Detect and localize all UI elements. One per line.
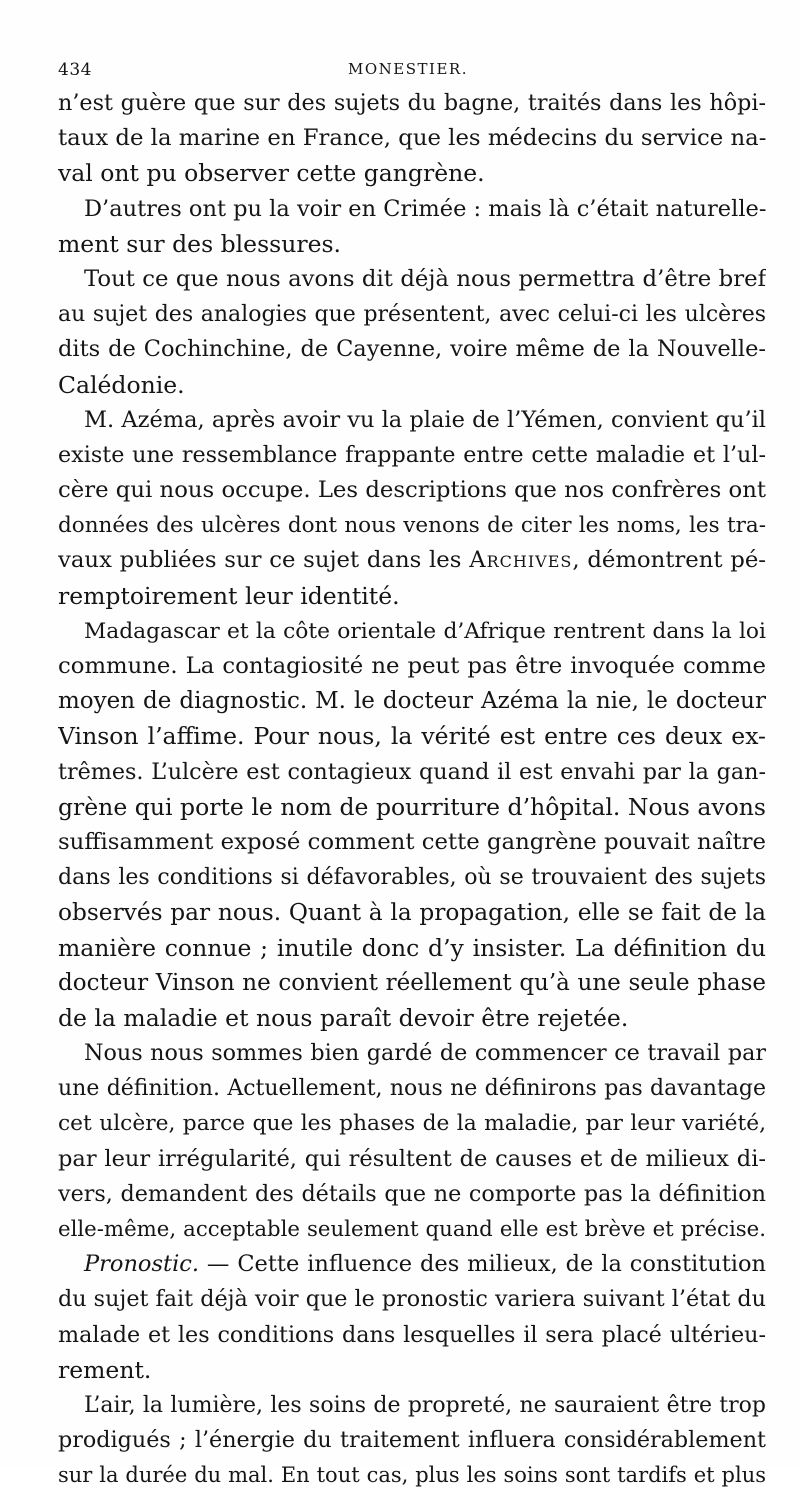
text-line [58,227,766,262]
line-text: Nous nous sommes bien gardé de commencer ce travail par [84,1040,766,1067]
text-line [58,1353,766,1388]
text-line [58,368,766,403]
text-line [58,1212,766,1247]
line-text: trêmes. L’ulcère est contagieux quand il est envahi par la gan- [58,758,766,785]
text-line [58,1388,766,1423]
text-line [58,543,766,578]
line-text: docteur Vinson ne convient réellement qu’à une seule phase [58,969,766,996]
line-text: vers, demandent des détails que ne comporte pas la définition [58,1180,766,1207]
line-text: ment sur des blessures. [58,229,342,258]
text-line [58,1071,766,1106]
line-text: taux de la marine en France, que les médecins du service na- [58,125,766,152]
text-line [58,508,766,543]
line-text: grène qui porte le nom de pourriture d’hôpital. Nous avons [58,792,766,821]
line-text: D’autres ont pu la voir en Crimée : mais là c’était naturelle- [84,195,766,222]
text-line [58,1177,766,1212]
line-text: dans les conditions si défavorables, où se trouvaient des sujets [58,865,766,891]
line-text: Vinson l’affime. Pour nous, la vérité est entre ces deux ex- [58,722,766,751]
text-line [58,966,766,1001]
small-caps-text: Archives [469,547,573,574]
text-line [58,1001,766,1036]
line-text: moyen de diagnostic. M. le docteur Azéma la nie, le docteur [58,688,766,715]
text-line [58,895,766,930]
line-text: M. Azéma, après avoir vu la plaie de l’Yémen, convient qu’il [84,406,766,433]
text-line [58,1036,766,1071]
line-text: n’est guère que sur des sujets du bagne, traités dans les hôpi- [58,90,766,116]
text-line [58,332,766,367]
line-text: — Cette influence des milieux, de la constitution [199,1251,766,1278]
text-line [58,825,766,860]
text-line [58,649,766,684]
text-line [58,1106,766,1141]
text-line [58,297,766,332]
section-heading: Pronostic. [84,1251,200,1278]
text-line [58,473,766,508]
text-line [58,1318,766,1353]
line-text: sur la durée du mal. En tout cas, plus les soins sont tardifs et plus [58,1463,766,1488]
text-line [58,262,766,297]
text-line [58,1423,766,1458]
line-text: existe une ressemblance frappante entre cette maladie et l’ul- [58,441,766,468]
running-title: MONESTIER. [348,60,468,78]
line-text: cère qui nous occupe. Les descriptions que nos confrères ont [58,477,766,504]
text-line [58,1282,766,1317]
line-text: dits de Cochinchine, de Cayenne, voire même de la Nouvelle- [58,336,766,363]
running-head [58,60,758,86]
text-line [58,755,766,790]
line-text: val ont pu observer cette gangrène. [58,159,485,188]
text-line [58,156,766,191]
line-text-tail: , démontrent pé- [572,547,766,574]
text-line [58,403,766,438]
text-line [58,121,766,156]
text-line [58,614,766,649]
line-text: prodigués ; l’énergie du traitement influera considérablement [58,1427,766,1454]
line-text: au sujet des analogies que présentent, avec celui-ci les ulcères [58,302,766,328]
line-text: manière connue ; inutile donc d’y insister. La définition du [58,933,766,962]
text-line [58,579,766,614]
text-line [58,1247,766,1282]
text-line [58,719,766,754]
text-line [58,192,766,227]
line-text: commune. La contagiosité ne peut pas être invoquée comme [58,653,766,679]
text-line [58,438,766,473]
text-line [58,860,766,895]
text-line [58,1142,766,1177]
line-text: une définition. Actuellement, nous ne définirons pas davantage [58,1076,766,1102]
line-text: Calédonie. [58,370,185,399]
line-text: données des ulcères dont nous venons de citer les noms, les tra- [58,513,766,539]
line-text: de la maladie et nous paraît devoir être rejetée. [58,1003,629,1032]
line-text: rement. [58,1355,152,1384]
line-text: suffisamment exposé comment cette gangrène pouvait naître [58,828,766,855]
text-line [58,86,766,121]
line-text: par leur irrégularité, qui résultent de causes et de milieux di- [58,1145,766,1172]
line-text: cet ulcère, parce que les phases de la maladie, par leur variété, [58,1111,766,1137]
body-text [58,86,766,1494]
line-text: malade et les conditions dans lesquelles il sera placé ultérieu- [58,1321,766,1348]
page-number: 434 [58,60,92,80]
line-text: vaux publiées sur ce sujet dans les [58,547,462,574]
text-line [58,931,766,966]
line-text: Madagascar et la côte orientale d’Afrique rentrent dans la loi [84,618,766,644]
line-text: L’air, la lumière, les soins de propreté, ne sauraient être trop [84,1392,766,1418]
line-text: Tout ce que nous avons dit déjà nous permettra d’être bref [84,265,766,292]
text-line [58,790,766,825]
line-text: remptoirement leur identité. [58,581,400,610]
line-text: observés par nous. Quant à la propagation, elle se fait de la [58,899,766,927]
line-text: elle-même, acceptable seulement quand elle est brève et précise. [58,1217,766,1242]
text-line [58,684,766,719]
text-line [58,1458,766,1493]
line-text: du sujet fait déjà voir que le pronostic variera suivant l’état du [58,1286,766,1313]
